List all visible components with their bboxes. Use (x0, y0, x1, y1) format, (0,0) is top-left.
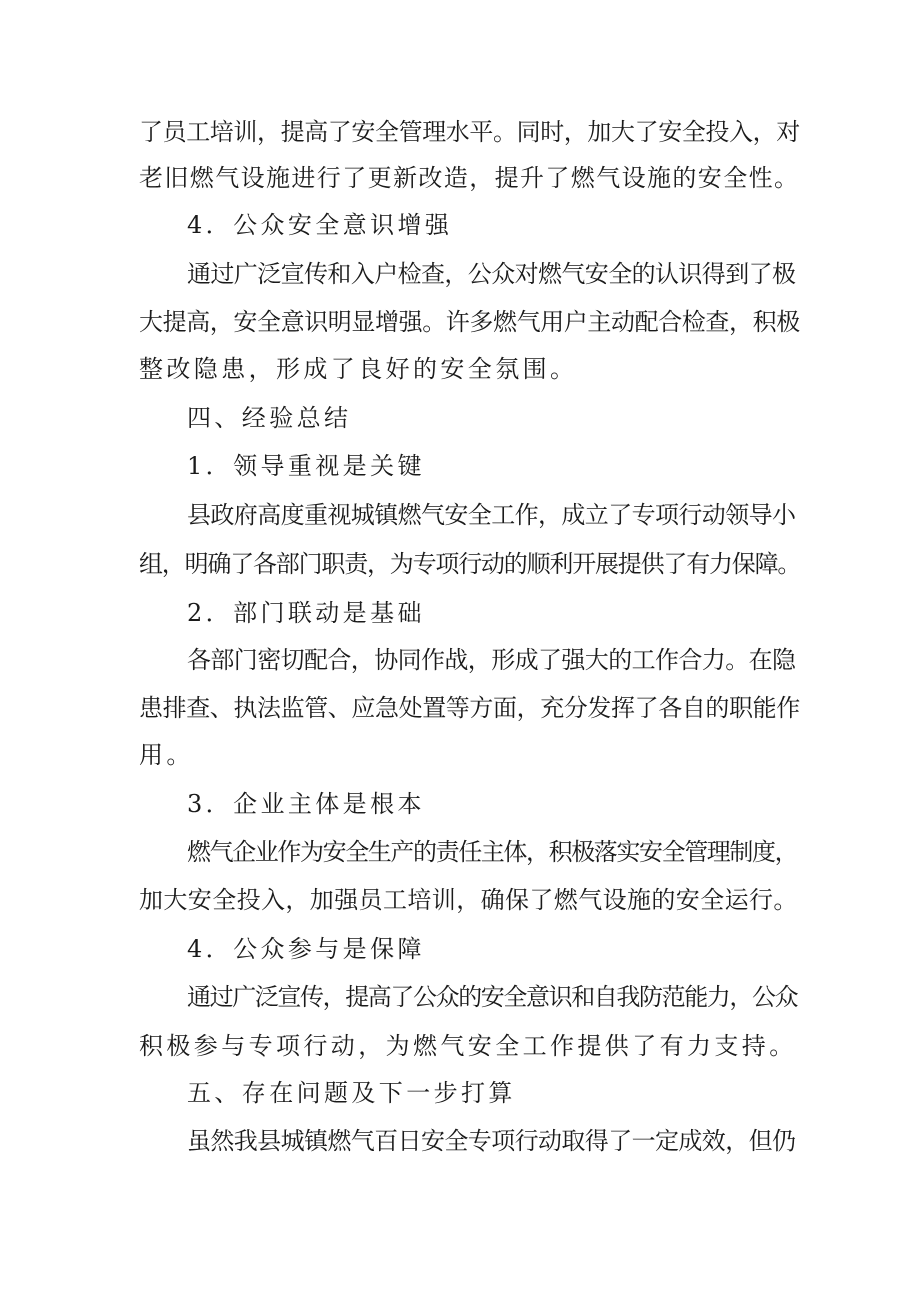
section-heading: 四、经验总结 (187, 404, 352, 432)
body-text-line: 患排查、执法监管、应急处置等方面，充分发挥了各自的职能作 (139, 694, 800, 722)
subsection-heading: 2．部门联动是基础 (187, 599, 425, 627)
body-text-line: 积极参与专项行动，为燃气安全工作提供了有力支持。 (139, 1032, 797, 1060)
body-text-line: 加大安全投入，加强员工培训，确保了燃气设施的安全运行。 (139, 886, 798, 914)
body-text-line: 大提高，安全意识明显增强。许多燃气用户主动配合检查，积极 (139, 308, 800, 336)
body-text-line: 通过广泛宣传和入户检查，公众对燃气安全的认识得到了极 (187, 260, 796, 288)
body-text-line: 通过广泛宣传，提高了公众的安全意识和自我防范能力，公众 (187, 983, 798, 1011)
body-text-line: 用。 (139, 741, 194, 769)
body-text-line: 了员工培训，提高了安全管理水平。同时，加大了安全投入，对 (139, 118, 800, 146)
body-text-line: 老旧燃气设施进行了更新改造，提升了燃气设施的安全性。 (139, 164, 800, 192)
subsection-heading: 4．公众安全意识增强 (187, 211, 453, 239)
body-text-line: 各部门密切配合，协同作战，形成了强大的工作合力。在隐 (187, 646, 796, 674)
body-text-line: 燃气企业作为安全生产的责任主体，积极落实安全管理制度， (187, 838, 798, 866)
body-text-line: 虽然我县城镇燃气百日安全专项行动取得了一定成效，但仍 (187, 1127, 796, 1155)
body-text-line: 县政府高度重视城镇燃气安全工作，成立了专项行动领导小 (187, 501, 796, 529)
subsection-heading: 1．领导重视是关键 (187, 452, 425, 480)
body-text-line: 整改隐患，形成了良好的安全氛围。 (139, 355, 578, 383)
subsection-heading: 4．公众参与是保障 (187, 935, 425, 963)
section-heading: 五、存在问题及下一步打算 (187, 1079, 516, 1107)
subsection-heading: 3．企业主体是根本 (187, 790, 425, 818)
body-text-line: 组，明确了各部门职责，为专项行动的顺利开展提供了有力保障。 (139, 550, 801, 578)
